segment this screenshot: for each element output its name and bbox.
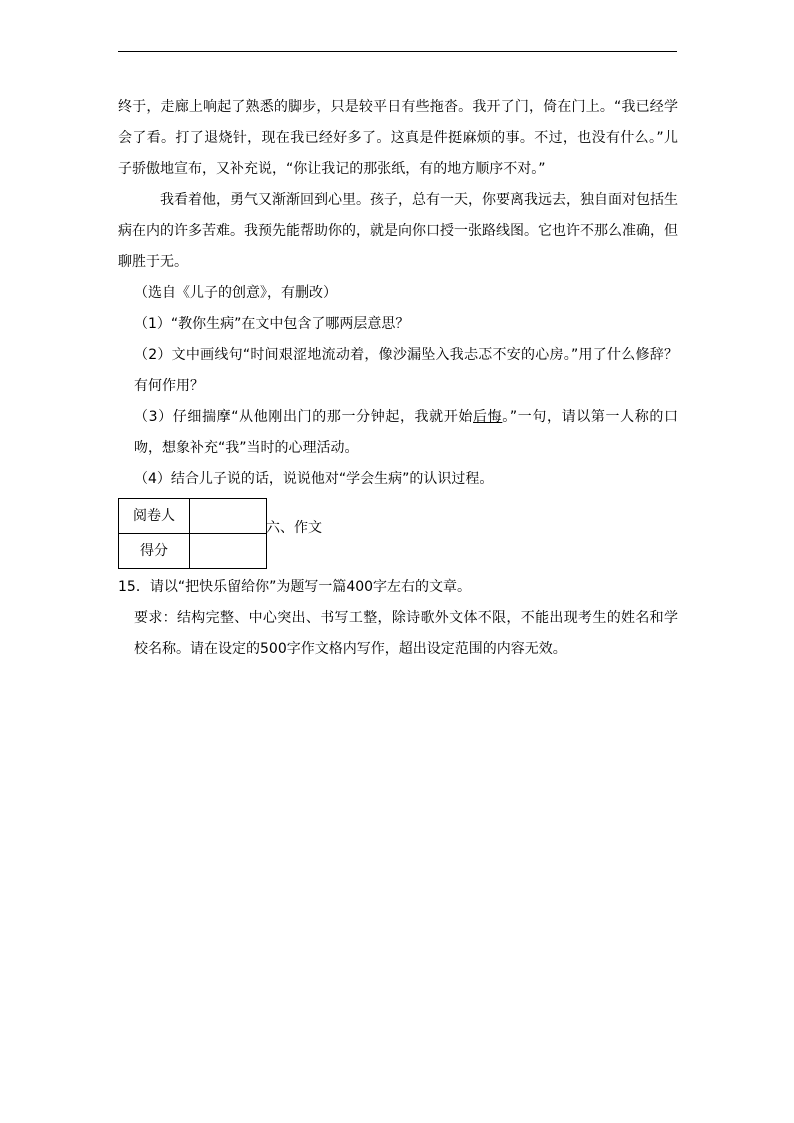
question-3-text-after: 。”一句，请以第一人称的口吻，想象补充“我”当时的心理活动。 [134, 409, 678, 456]
score-table-row-score [119, 534, 267, 569]
score-table-row-reviewer [119, 499, 267, 534]
reviewer-label: 阅卷人 [119, 499, 190, 534]
section-title: 六、作文 [266, 520, 322, 536]
score-blank-cell[interactable] [190, 534, 267, 569]
score-block [118, 498, 678, 570]
question-3 [118, 402, 678, 464]
score-table [118, 498, 267, 569]
question-3-underlined-word: 后悔 [473, 409, 503, 425]
question-2: （2）文中画线句“时间艰涩地流动着，像沙漏坠入我忐忑不安的心房。”用了什么修辞？有何作用？ [134, 347, 678, 394]
essay-prompt: 15．请以“把快乐留给你”为题写一篇400字左右的文章。 [118, 579, 472, 595]
passage-paragraph-1: 终于，走廊上响起了熟悉的脚步，只是较平日有些拖沓。我开了门，倚在门上。“我已经学会了看。打了退烧针，现在我已经好多了。这真是件挺麻烦的事。不过，也没有什么。”儿子骄傲地宣布，又补充说，“你让我记的那张纸，有的地方顺序不对。” [118, 99, 678, 177]
page-content [118, 92, 678, 665]
score-label: 得分 [119, 534, 190, 569]
passage-paragraph-2: 我看着他，勇气又渐渐回到心里。孩子，总有一天，你要离我远去，独自面对包括生病在内的许多苦难。我预先能帮助你的，就是向你口授一张路线图。它也许不那么准确，但聊胜于无。 [118, 192, 678, 270]
essay-requirements: 要求：结构完整、中心突出、书写工整，除诗歌外文体不限，不能出现考生的姓名和学校名称。请在设定的500字作文格内写作，超出设定范围的内容无效。 [134, 610, 678, 657]
header-rule [118, 51, 677, 52]
question-4: （4）结合儿子说的话，说说他对“学会生病”的认识过程。 [134, 471, 494, 487]
question-3-text-before: （3）仔细揣摩“从他刚出门的那一分钟起，我就开始 [134, 409, 474, 425]
passage-source: （选自《儿子的创意》，有删改） [134, 285, 337, 301]
question-1: （1）“教你生病”在文中包含了哪两层意思？ [134, 316, 410, 332]
reviewer-blank-cell[interactable] [190, 499, 267, 534]
